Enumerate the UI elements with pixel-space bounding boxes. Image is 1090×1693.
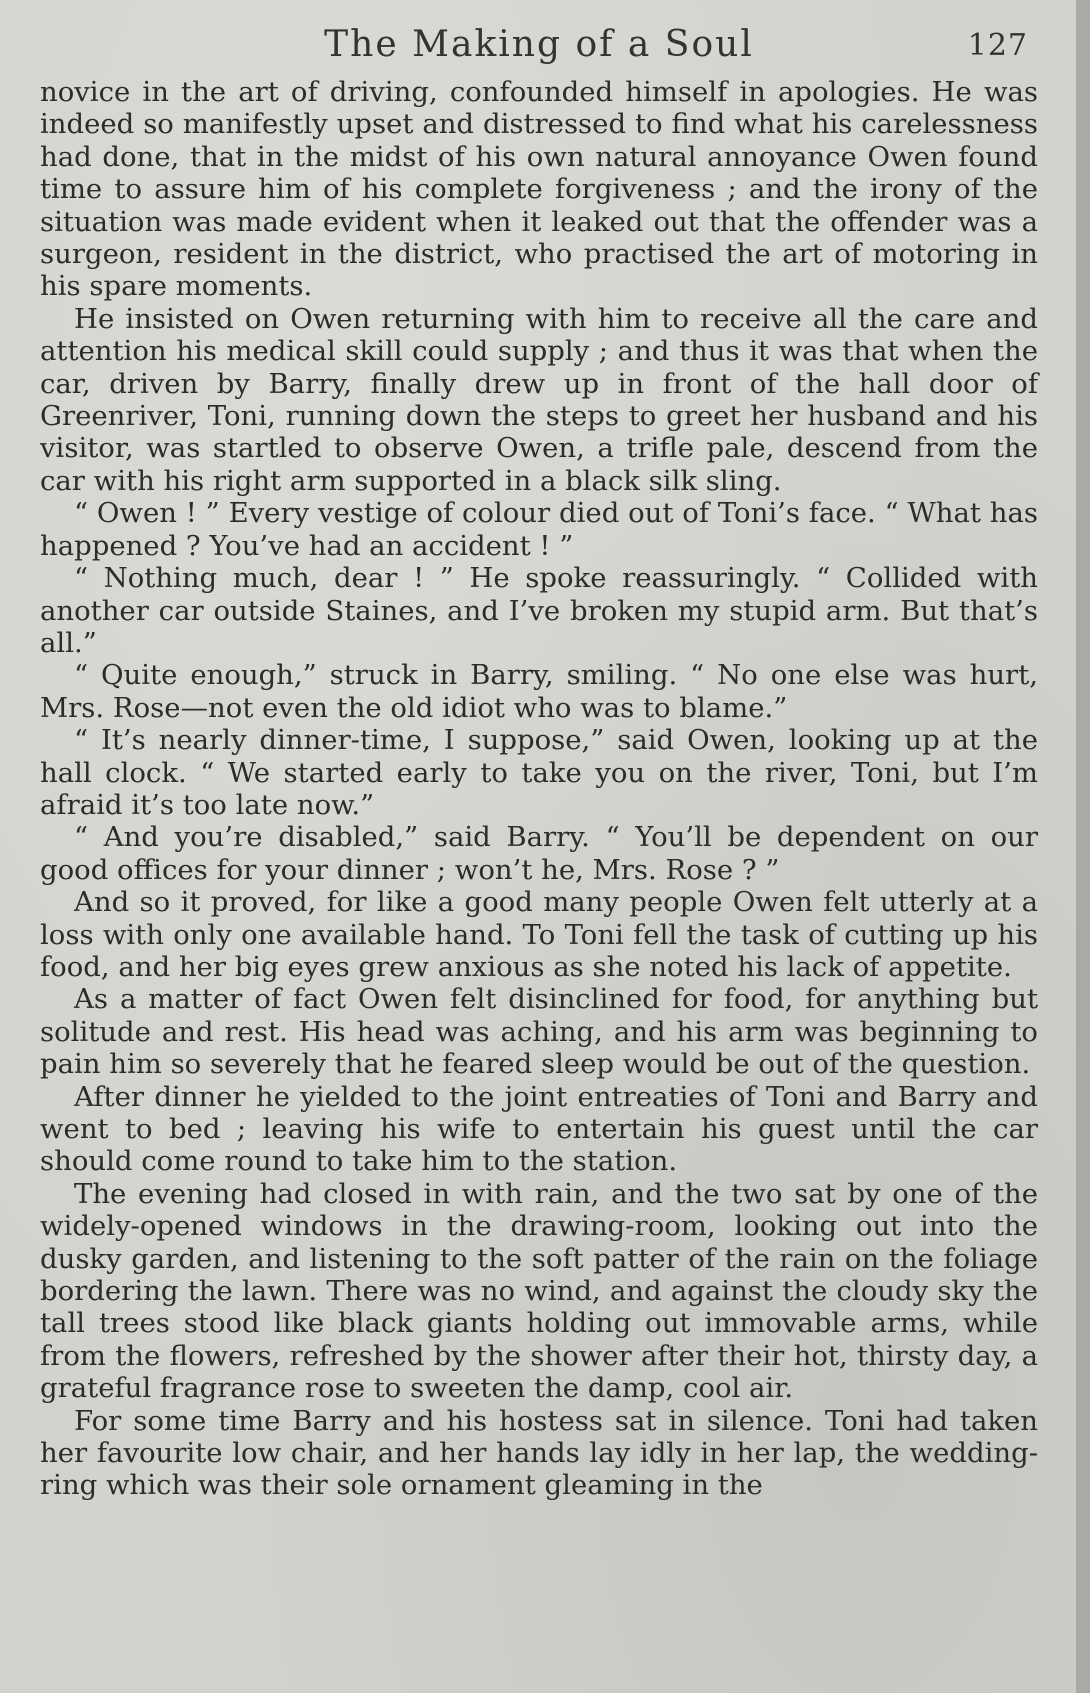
paragraph: For some time Barry and his hostess sat in silence. Toni had taken her favourite low chair, and her hands lay idly in her lap, the wedding-ring which was their sole ornament gleaming in the bbox=[40, 1404, 1038, 1502]
paragraph: As a matter of fact Owen felt disinclined for food, for anything but solitude and rest. His head was aching, and his arm was beginning to pain him so severely that he feared sleep would be out of the question. bbox=[40, 983, 1038, 1081]
paragraph: novice in the art of driving, confounded himself in apologies. He was indeed so manifestly upset and distressed to find what his carelessness had done, that in the midst of his own natural annoyance Owen found time to assure him of his complete forgiveness ; and the irony of the situation was made evident when it leaked out that the offender was a surgeon, resident in the district, who practised the art of motoring in his spare moments. bbox=[40, 76, 1038, 303]
paragraph: “ Nothing much, dear ! ” He spoke reassuringly. “ Collided with another car outside Staines, and I’ve broken my stupid arm. But that’s all.” bbox=[40, 562, 1038, 659]
paragraph: He insisted on Owen returning with him to receive all the care and attention his medical skill could supply ; and thus it was that when the car, driven by Barry, finally drew up in front of the hall door of Greenriver, Toni, running down the steps to greet her husband and his visitor, was startled to observe Owen, a trifle pale, descend from the car with his right arm supported in a black silk sling. bbox=[40, 302, 1038, 497]
paragraph: “ And you’re disabled,” said Barry. “ You’ll be dependent on our good offices for your dinner ; won’t he, Mrs. Rose ? ” bbox=[40, 821, 1038, 886]
paragraph: After dinner he yielded to the joint entreaties of Toni and Barry and went to bed ; leaving his wife to entertain his guest until the car should come round to take him to the station. bbox=[40, 1080, 1038, 1178]
running-header bbox=[40, 18, 1038, 76]
paragraph: And so it proved, for like a good many people Owen felt utterly at a loss with only one available hand. To Toni fell the task of cutting up his food, and her big eyes grew anxious as she noted his lack of appetite. bbox=[40, 886, 1038, 983]
page-number: 127 bbox=[967, 28, 1028, 63]
paragraph: “ Quite enough,” struck in Barry, smiling. “ No one else was hurt, Mrs. Rose—not even the old idiot who was to blame.” bbox=[40, 659, 1038, 724]
body-text bbox=[40, 76, 1038, 1502]
paragraph: The evening had closed in with rain, and the two sat by one of the widely-opened windows in the drawing-room, looking out into the dusky garden, and listening to the soft patter of the rain on the foliage bordering the lawn. There was no wind, and against the cloudy sky the tall trees stood like black giants holding out immovable arms, while from the flowers, refreshed by the shower after their hot, thirsty day, a grateful fragrance rose to sweeten the damp, cool air. bbox=[40, 1177, 1038, 1405]
running-title: The Making of a Soul bbox=[324, 24, 754, 65]
paragraph: “ Owen ! ” Every vestige of colour died out of Toni’s face. “ What has happened ? You’ve had an accident ! ” bbox=[40, 497, 1038, 562]
paragraph: “ It’s nearly dinner-time, I suppose,” said Owen, looking up at the hall clock. “ We started early to take you on the river, Toni, but I’m afraid it’s too late now.” bbox=[40, 724, 1038, 821]
